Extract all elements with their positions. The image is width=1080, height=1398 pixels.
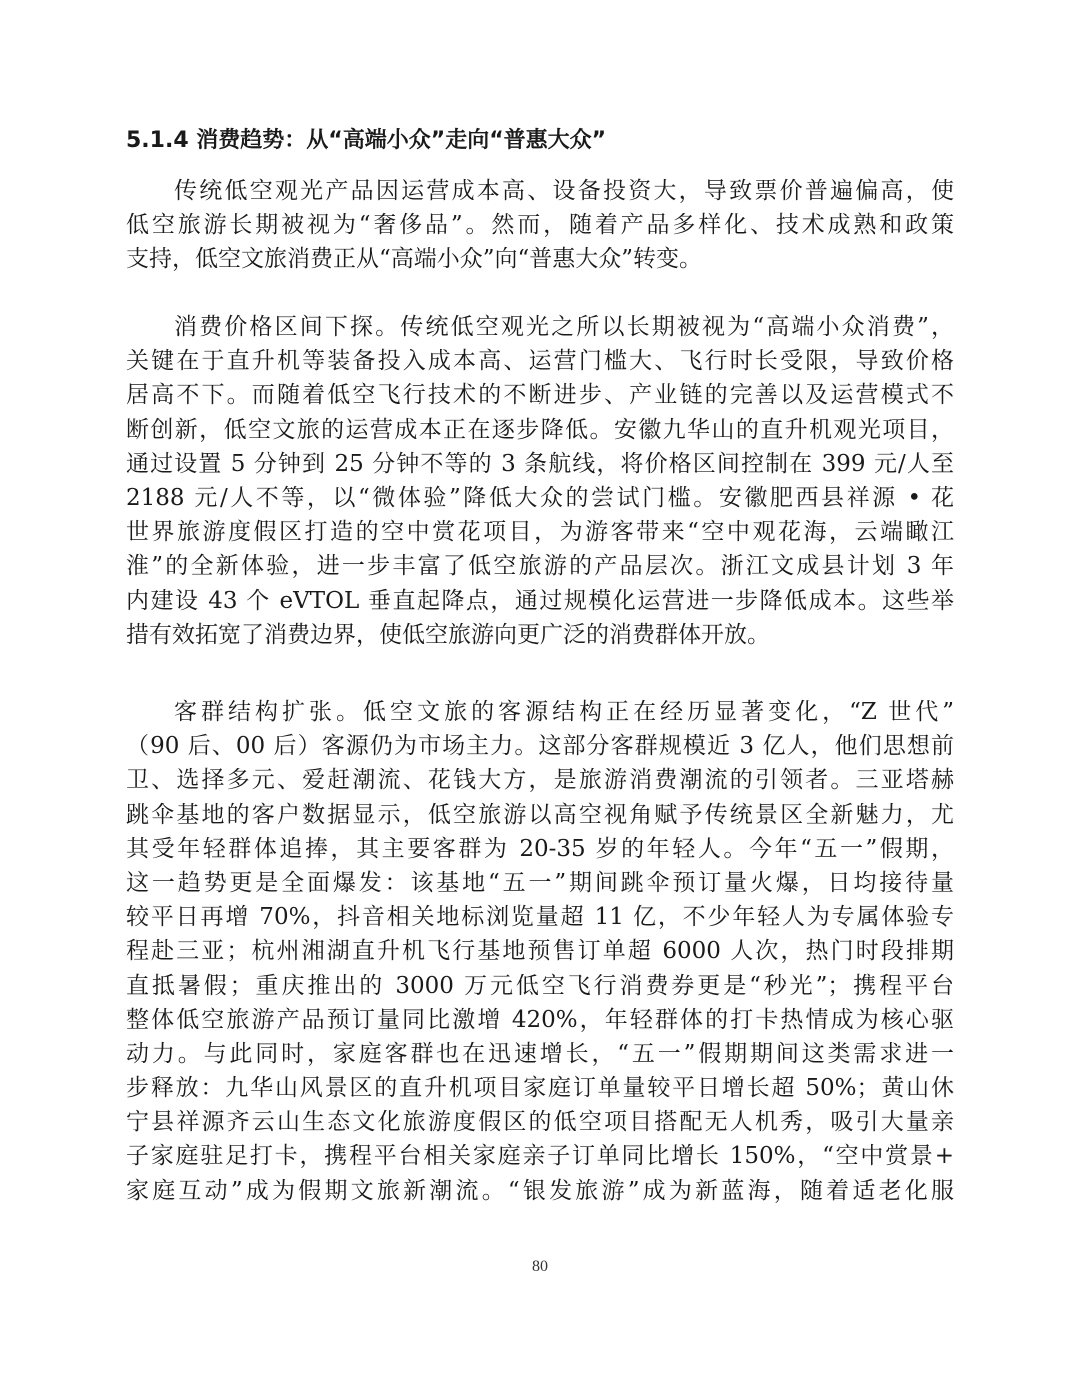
paragraph-line: 2188 元/人不等，以“微体验”降低大众的尝试门槛。安徽肥西县祥源 • 花 <box>126 484 954 511</box>
paragraph-line: 程赴三亚；杭州湘湖直升机飞行基地预售订单超 6000 人次，热门时段排期 <box>126 938 954 965</box>
section-heading: 5.1.4 消费趋势：从“高端小众”走向“普惠大众” <box>126 128 607 153</box>
paragraph-line: 传统低空观光产品因运营成本高、设备投资大，导致票价普遍偏高，使 <box>174 178 954 204</box>
paragraph-line: 子家庭驻足打卡，携程平台相关家庭亲子订单同比增长 150%，“空中赏景+ <box>126 1143 954 1170</box>
paragraph-line: 其受年轻群体追捧，其主要客群为 20-35 岁的年轻人。今年“五一”假期， <box>126 835 954 862</box>
paragraph-price-range <box>126 310 954 652</box>
paragraph-line: 这一趋势更是全面爆发：该基地“五一”期间跳伞预订量火爆，日均接待量 <box>126 869 954 896</box>
paragraph-line: 居高不下。而随着低空飞行技术的不断进步、产业链的完善以及运营模式不 <box>126 382 954 409</box>
paragraph-intro <box>126 174 954 277</box>
paragraph-line: 消费价格区间下探。传统低空观光之所以长期被视为“高端小众消费”， <box>174 314 954 340</box>
paragraph-line: 内建设 43 个 eVTOL 垂直起降点，通过规模化运营进一步降低成本。这些举 <box>126 587 954 614</box>
paragraph-line: 淮”的全新体验，进一步丰富了低空旅游的产品层次。浙江文成县计划 3 年 <box>126 553 954 580</box>
paragraph-line: 低空旅游长期被视为“奢侈品”。然而，随着产品多样化、技术成熟和政策 <box>126 212 954 239</box>
paragraph-line: （90 后、00 后）客源仍为市场主力。这部分客群规模近 3 亿人，他们思想前 <box>126 733 954 760</box>
paragraph-customer-structure <box>126 695 954 1208</box>
paragraph-line: 客群结构扩张。低空文旅的客源结构正在经历显著变化，“Z 世代” <box>174 699 954 725</box>
paragraph-line: 直抵暑假；重庆推出的 3000 万元低空飞行消费券更是“秒光”；携程平台 <box>126 972 954 999</box>
paragraph-line: 宁县祥源齐云山生态文化旅游度假区的低空项目搭配无人机秀，吸引大量亲 <box>126 1109 954 1136</box>
paragraph-line: 跳伞基地的客户数据显示，低空旅游以高空视角赋予传统景区全新魅力，尤 <box>126 801 954 828</box>
paragraph-line: 世界旅游度假区打造的空中赏花项目，为游客带来“空中观花海，云端瞰江 <box>126 519 954 546</box>
paragraph-line: 卫、选择多元、爱赶潮流、花钱大方，是旅游消费潮流的引领者。三亚塔赫 <box>126 767 954 794</box>
paragraph-line: 步释放：九华山风景区的直升机项目家庭订单量较平日增长超 50%；黄山休 <box>126 1075 954 1102</box>
paragraph-line: 较平日再增 70%，抖音相关地标浏览量超 11 亿，不少年轻人为专属体验专 <box>126 904 954 931</box>
paragraph-line: 关键在于直升机等装备投入成本高、运营门槛大、飞行时长受限，导致价格 <box>126 348 954 375</box>
paragraph-line: 通过设置 5 分钟到 25 分钟不等的 3 条航线，将价格区间控制在 399 元/人至 <box>126 450 954 477</box>
page-number: 80 <box>532 1258 548 1275</box>
paragraph-line: 断创新，低空文旅的运营成本正在逐步降低。安徽九华山的直升机观光项目， <box>126 416 954 443</box>
paragraph-line: 家庭互动”成为假期文旅新潮流。“银发旅游”成为新蓝海，随着适老化服 <box>126 1177 954 1204</box>
paragraph-line: 整体低空旅游产品预订量同比激增 420%，年轻群体的打卡热情成为核心驱 <box>126 1006 954 1033</box>
paragraph-line: 措有效拓宽了消费边界，使低空旅游向更广泛的消费群体开放。 <box>126 621 770 648</box>
paragraph-line: 动力。与此同时，家庭客群也在迅速增长，“五一”假期期间这类需求进一 <box>126 1040 954 1067</box>
paragraph-line: 支持，低空文旅消费正从“高端小众”向“普惠大众”转变。 <box>126 246 703 273</box>
